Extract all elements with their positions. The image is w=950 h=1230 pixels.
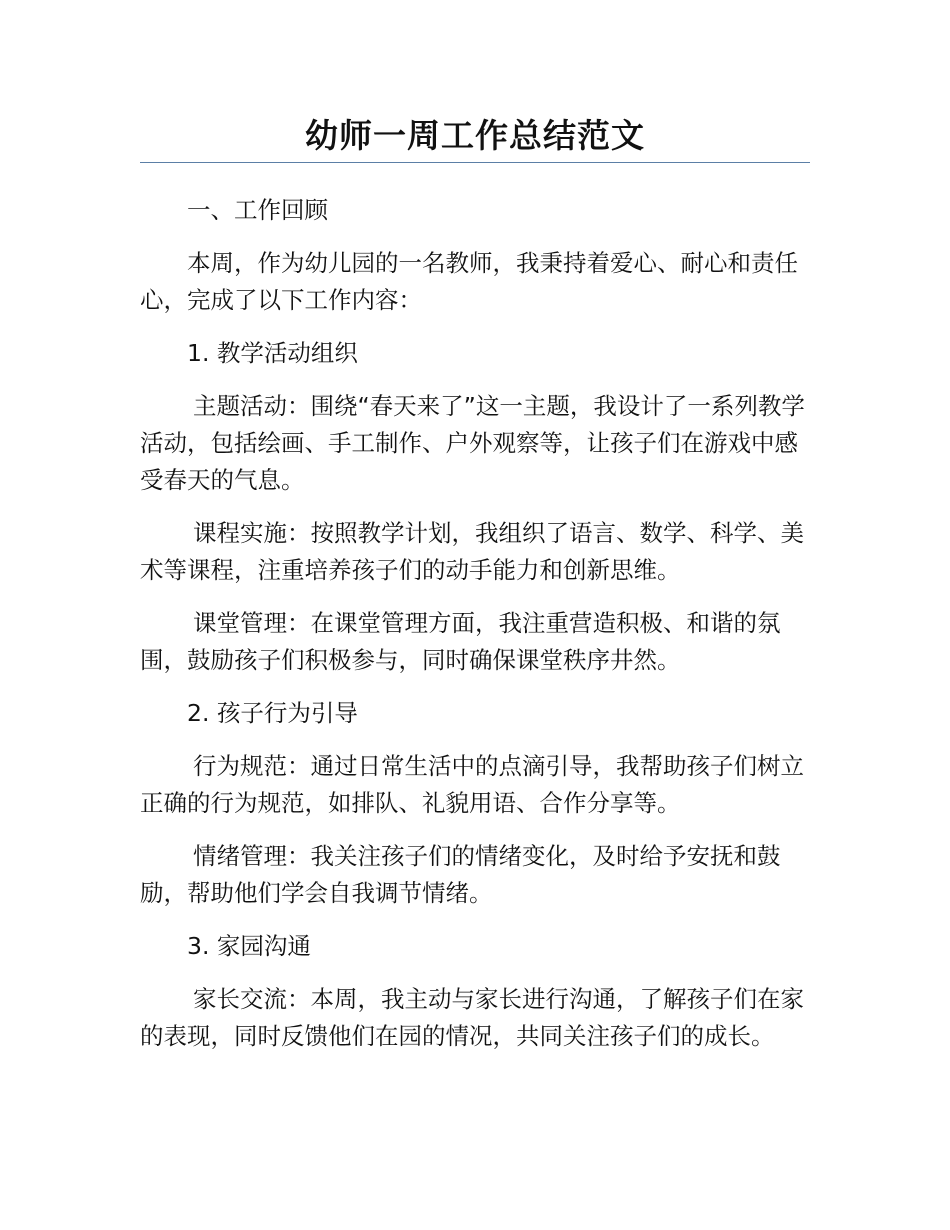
paragraph-course-implementation: 课程实施：按照教学计划，我组织了语言、数学、科学、美术等课程，注重培养孩子们的动手能力和创新思维。 xyxy=(140,519,804,584)
paragraph-behavior-norms: 行为规范：通过日常生活中的点滴引导，我帮助孩子们树立正确的行为规范，如排队、礼貌用语、合作分享等。 xyxy=(140,752,804,817)
subheading-home-school-communication: 3. 家园沟通 xyxy=(187,932,311,960)
intro-paragraph: 本周，作为幼儿园的一名教师，我秉持着爱心、耐心和责任心，完成了以下工作内容： xyxy=(140,249,798,314)
paragraph-classroom-management: 课堂管理：在课堂管理方面，我注重营造积极、和谐的氛围，鼓励孩子们积极参与，同时确保课堂秩序井然。 xyxy=(140,609,781,674)
subheading-behavior-guidance: 2. 孩子行为引导 xyxy=(187,699,358,727)
section-heading-work-review: 一、工作回顾 xyxy=(187,196,328,224)
paragraph-theme-activity: 主题活动：围绕“春天来了”这一主题，我设计了一系列教学活动，包括绘画、手工制作、户外观察等，让孩子们在游戏中感受春天的气息。 xyxy=(140,392,805,494)
document-body xyxy=(140,192,810,1071)
document-title: 幼师一周工作总结范文 xyxy=(305,116,645,155)
paragraph-parent-communication: 家长交流：本周，我主动与家长进行沟通，了解孩子们在家的表现，同时反馈他们在园的情况，共同关注孩子们的成长。 xyxy=(140,985,804,1050)
paragraph-emotion-management: 情绪管理：我关注孩子们的情绪变化，及时给予安抚和鼓励，帮助他们学会自我调节情绪。 xyxy=(140,842,781,907)
subheading-teaching-activities: 1. 教学活动组织 xyxy=(187,339,358,367)
title-divider xyxy=(140,162,810,163)
